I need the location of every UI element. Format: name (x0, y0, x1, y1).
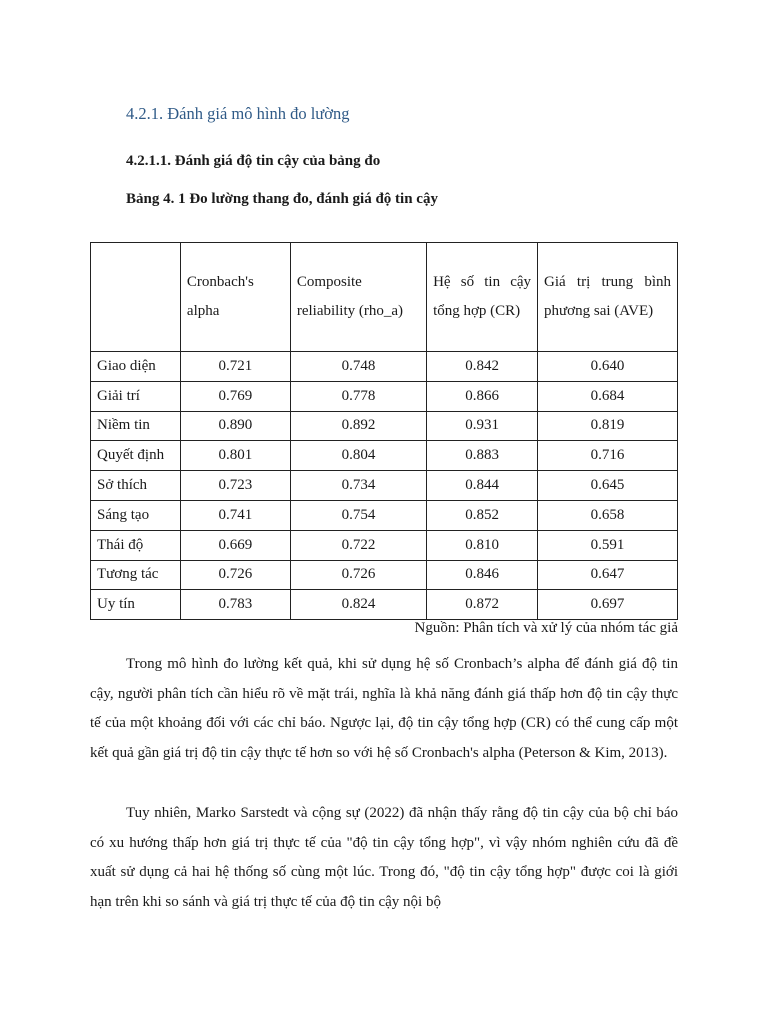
cell-alpha: 0.723 (180, 471, 290, 501)
row-label: Thái độ (91, 530, 181, 560)
cell-rho-a: 0.734 (290, 471, 426, 501)
cell-alpha: 0.783 (180, 590, 290, 620)
subsection-heading: 4.2.1.1. Đánh giá độ tin cậy của bảng đo (126, 153, 381, 169)
header-line: Cronbach's (186, 274, 254, 290)
table-row (91, 352, 678, 382)
table-row (91, 471, 678, 501)
cell-alpha: 0.669 (180, 530, 290, 560)
table-header-row (91, 243, 678, 352)
header-line: phương sai (AVE) (544, 303, 654, 319)
cell-ave: 0.658 (538, 500, 678, 530)
row-label: Giao diện (91, 352, 181, 382)
table-caption: Bảng 4. 1 Đo lường thang đo, đánh giá độ tin cậy (126, 191, 438, 207)
cell-alpha: 0.726 (180, 560, 290, 590)
cell-rho-a: 0.804 (290, 441, 426, 471)
cell-ave: 0.591 (538, 530, 678, 560)
body-paragraph: Tuy nhiên, Marko Sarstedt và cộng sự (2022) đã nhận thấy rằng độ tin cậy của bộ chỉ báo có xu hướng thấp hơn giá trị thực tế của "độ tin cậy tổng hợp", vì vậy nhóm nghiên cứu đã đề xuất sử dụng cả hai hệ thống số cùng một lúc. Trong đó, "độ tin cậy tổng hợp" được coi là giới hạn trên khi so sánh và giá trị thực tế của độ tin cậy nội bộ (90, 805, 678, 910)
table-row (91, 441, 678, 471)
header-ave (538, 243, 678, 352)
cell-cr: 0.852 (427, 500, 538, 530)
row-label: Sở thích (91, 471, 181, 501)
cell-rho-a: 0.726 (290, 560, 426, 590)
table-source-note: Nguồn: Phân tích và xử lý của nhóm tác giả (414, 620, 678, 636)
cell-rho-a: 0.722 (290, 530, 426, 560)
cell-ave: 0.645 (538, 471, 678, 501)
table-row (91, 590, 678, 620)
header-line: reliability (rho_a) (296, 303, 404, 319)
cell-ave: 0.819 (538, 411, 678, 441)
cell-alpha: 0.769 (180, 381, 290, 411)
cell-ave: 0.716 (538, 441, 678, 471)
cell-alpha: 0.890 (180, 411, 290, 441)
cell-rho-a: 0.824 (290, 590, 426, 620)
header-empty (91, 243, 181, 352)
cell-cr: 0.846 (427, 560, 538, 590)
header-line: alpha (186, 303, 220, 319)
cell-alpha: 0.741 (180, 500, 290, 530)
row-label: Niềm tin (91, 411, 181, 441)
header-composite-reliability (290, 243, 426, 352)
table-row (91, 560, 678, 590)
cell-cr: 0.842 (427, 352, 538, 382)
cell-cr: 0.872 (427, 590, 538, 620)
cell-rho-a: 0.778 (290, 381, 426, 411)
body-paragraph: Trong mô hình đo lường kết quả, khi sử dụng hệ số Cronbach’s alpha để đánh giá độ tin cậy, người phân tích cần hiểu rõ về mặt trái, nghĩa là khả năng đánh giá thấp hơn độ tin cậy thực tế của một khoảng đối với các chỉ báo. Ngược lại, độ tin cậy tổng hợp (CR) có thể cung cấp một kết quả gần giá trị độ tin cậy thực tế hơn so với hệ số Cronbach's alpha (Peterson & Kim, 2013). (90, 656, 678, 761)
table-row (91, 411, 678, 441)
header-line: tổng hợp (CR) (433, 303, 521, 319)
row-label: Sáng tạo (91, 500, 181, 530)
reliability-table (90, 242, 678, 620)
cell-cr: 0.810 (427, 530, 538, 560)
header-cronbach-alpha (180, 243, 290, 352)
table-row (91, 500, 678, 530)
row-label: Tương tác (91, 560, 181, 590)
cell-ave: 0.697 (538, 590, 678, 620)
cell-rho-a: 0.754 (290, 500, 426, 530)
cell-cr: 0.866 (427, 381, 538, 411)
header-cr (427, 243, 538, 352)
table-row (91, 530, 678, 560)
table-row (91, 381, 678, 411)
header-line: Hệ số tin cậy (433, 274, 532, 290)
section-heading: 4.2.1. Đánh giá mô hình đo lường (126, 104, 350, 123)
header-line: Giá trị trung bình (544, 274, 671, 290)
cell-cr: 0.844 (427, 471, 538, 501)
cell-rho-a: 0.892 (290, 411, 426, 441)
cell-cr: 0.931 (427, 411, 538, 441)
cell-alpha: 0.721 (180, 352, 290, 382)
cell-cr: 0.883 (427, 441, 538, 471)
cell-ave: 0.684 (538, 381, 678, 411)
cell-ave: 0.640 (538, 352, 678, 382)
cell-ave: 0.647 (538, 560, 678, 590)
cell-alpha: 0.801 (180, 441, 290, 471)
row-label: Uy tín (91, 590, 181, 620)
cell-rho-a: 0.748 (290, 352, 426, 382)
row-label: Quyết định (91, 441, 181, 471)
header-line: Composite (296, 274, 362, 290)
row-label: Giải trí (91, 381, 181, 411)
